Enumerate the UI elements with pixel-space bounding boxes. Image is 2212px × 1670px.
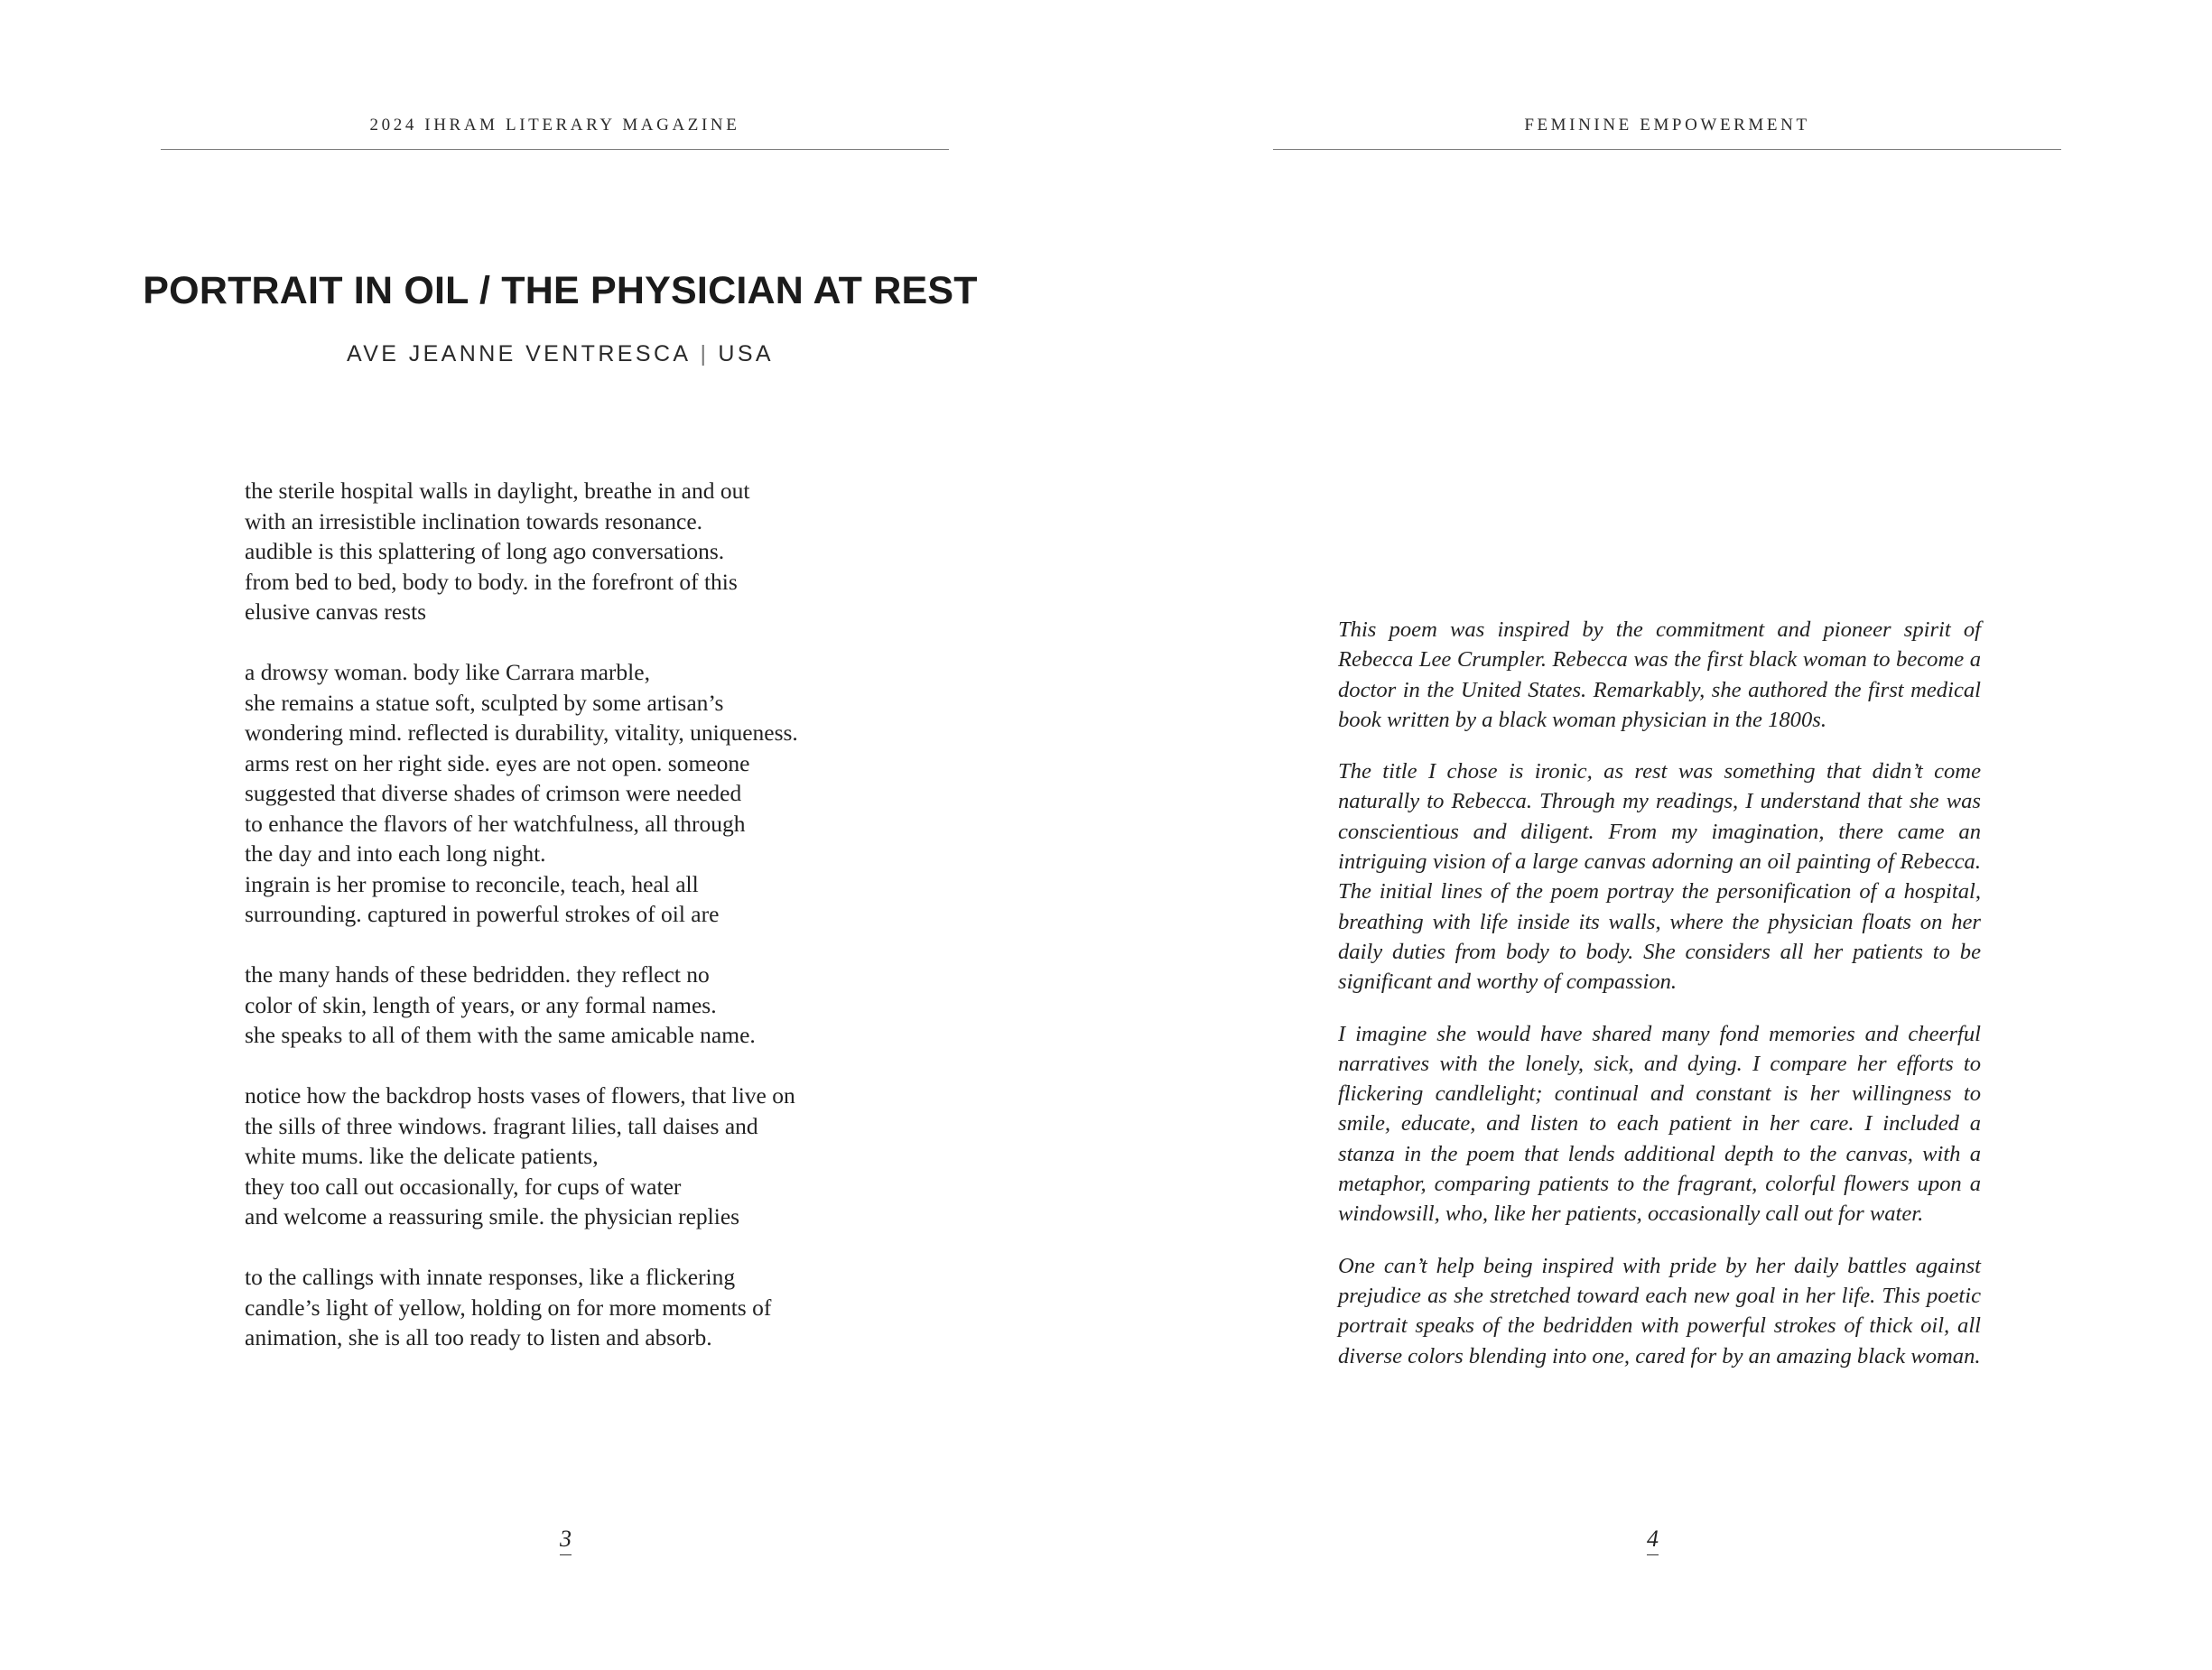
poem-line: she speaks to all of them with the same amicable name. [245, 1022, 756, 1048]
header-rule-right [1273, 149, 2061, 150]
poem-line: audible is this splattering of long ago conversations. [245, 538, 725, 564]
poem-line: to enhance the flavors of her watchfulness, all through [245, 810, 746, 837]
running-head-right: FEMININE EMPOWERMENT [1524, 116, 1810, 135]
author-name: AVE JEANNE VENTRESCA [346, 341, 692, 366]
poem-line: animation, she is all too ready to listen and absorb. [245, 1324, 712, 1350]
page-number-left: 3 [560, 1527, 572, 1555]
running-head-left: 2024 IHRAM LITERARY MAGAZINE [369, 116, 740, 135]
poem-line: a drowsy woman. body like Carrara marble, [245, 659, 650, 685]
poem-body [245, 476, 931, 1353]
poem-line: arms rest on her right side. eyes are not open. someone [245, 749, 750, 776]
poem-line: suggested that diverse shades of crimson were needed [245, 780, 742, 806]
poem-stanza [245, 476, 931, 627]
poem-line: with an irresistible inclination towards resonance. [245, 507, 703, 534]
author-notes [1338, 615, 1981, 1371]
poem-line: notice how the backdrop hosts vases of flowers, that live on [245, 1082, 795, 1109]
poem-stanza [245, 657, 931, 930]
poem-line: surrounding. captured in powerful strokes of oil are [245, 901, 720, 927]
poem-line: candle’s light of yellow, holding on for more moments of [245, 1294, 772, 1321]
note-paragraph: This poem was inspired by the commitment and pioneer spirit of Rebecca Lee Crumpler. Rebecca was the first black woman to become a doctor in the United States. Remarkably, she authored the first medical book written by a black woman physician in the 1800s. [1338, 617, 1981, 732]
poem-title: PORTRAIT IN OIL / THE PHYSICIAN AT REST [143, 269, 978, 312]
note-paragraph: I imagine she would have shared many fond memories and cheerful narratives with the lonely, sick, and dying. I compare her efforts to flickering candlelight; continual and constant is her willingness to smile, educate, and listen to each patient in her care. I included a stanza in the poem that lends additional depth to the canvas, with a metaphor, comparing patients to the fragrant, colorful flowers upon a windowsill, who, like her patients, occasionally call out for water. [1338, 1021, 1981, 1227]
author-country: USA [718, 341, 775, 366]
poem-line: she remains a statue soft, sculpted by some artisan’s [245, 689, 724, 716]
poem-line: the day and into each long night. [245, 840, 546, 867]
poem-line: the many hands of these bedridden. they reflect no [245, 961, 710, 988]
note-paragraph: One can’t help being inspired with pride by her daily battles against prejudice as she stretched toward each new goal in her life. This poetic portrait speaks of the bedridden with powerful strokes of thick oil, all diverse colors blending into one, cared for by an amazing black woman. [1338, 1253, 1981, 1368]
poem-line: and welcome a reassuring smile. the physician replies [245, 1203, 740, 1229]
poem-stanza [245, 1262, 931, 1353]
poem-line: elusive canvas rests [245, 598, 427, 625]
poem-line: wondering mind. reflected is durability, vitality, uniqueness. [245, 719, 798, 746]
right-page [1106, 0, 2212, 1670]
poem-line: color of skin, length of years, or any formal names. [245, 991, 717, 1018]
poem-stanza [245, 1081, 931, 1232]
poem-line: the sterile hospital walls in daylight, breathe in and out [245, 478, 750, 504]
poem-line: ingrain is her promise to reconcile, teach, heal all [245, 870, 699, 897]
poem-line: to the callings with innate responses, like a flickering [245, 1264, 736, 1290]
byline [135, 341, 985, 367]
note-paragraph: The title I chose is ironic, as rest was something that didn’t come naturally to Rebecca. Through my readings, I understand that she was conscientious and diligent. From my imagination, there came an intriguing vision of a large canvas adorning an oil painting of Rebecca. The initial lines of the poem portray the personification of a hospital, breathing with life inside its walls, where the physician floats on her daily duties from body to body. She considers all her patients to be significant and worthy of compassion. [1338, 759, 1981, 995]
byline-separator: | [700, 341, 710, 366]
page-number-right: 4 [1647, 1527, 1659, 1555]
poem-line: white mums. like the delicate patients, [245, 1143, 599, 1169]
header-rule-left [161, 149, 949, 150]
poem-stanza [245, 960, 931, 1051]
poem-line: the sills of three windows. fragrant lilies, tall daises and [245, 1112, 758, 1139]
poem-line: they too call out occasionally, for cups of water [245, 1173, 682, 1200]
poem-line: from bed to bed, body to body. in the forefront of this [245, 568, 738, 595]
